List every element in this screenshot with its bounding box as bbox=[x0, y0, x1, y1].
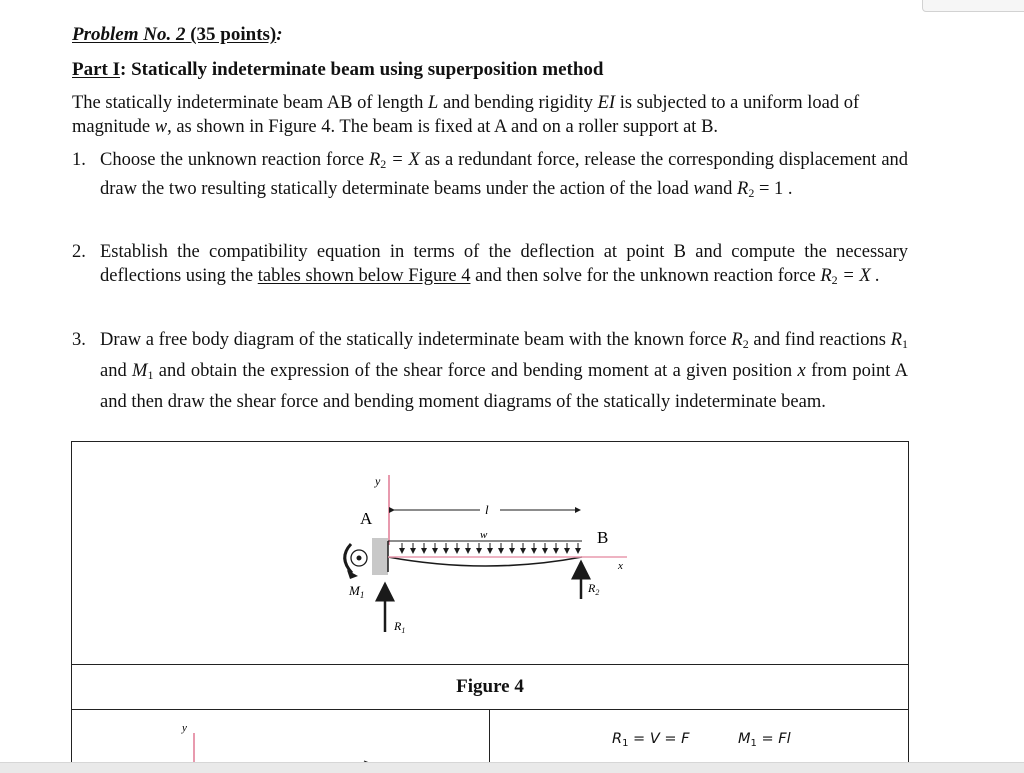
load-arrow-head bbox=[575, 548, 581, 554]
length-label: l bbox=[485, 502, 489, 517]
intro-paragraph bbox=[72, 91, 908, 139]
fixed-support bbox=[372, 538, 388, 575]
intro-text-1: The statically indeterminate beam AB of length bbox=[72, 93, 424, 113]
title-points: (35 points) bbox=[190, 24, 277, 45]
moment-symbol-dot bbox=[357, 556, 362, 561]
symbol-w: w bbox=[154, 117, 168, 137]
item-text: Choose the unknown reaction force bbox=[100, 150, 365, 170]
item-text: and bbox=[705, 179, 733, 199]
symbol-R2: $R_2$ bbox=[368, 150, 387, 171]
point-A-label: A bbox=[360, 509, 373, 528]
reaction-R1-label: $R_1$ bbox=[394, 619, 406, 635]
load-arrow-head bbox=[520, 548, 526, 554]
table-divider bbox=[489, 709, 490, 769]
load-arrow-head bbox=[432, 548, 438, 554]
symbol-w: w bbox=[693, 179, 706, 199]
item-text: from point A and then draw the shear force and bending moment diagrams of the statically indeterminate beam. bbox=[100, 361, 909, 412]
load-arrow-head bbox=[509, 548, 515, 554]
load-arrow-head bbox=[564, 548, 570, 554]
problem-title bbox=[72, 24, 283, 46]
load-arrow-head bbox=[410, 548, 416, 554]
item-text: and then solve for the unknown reaction force bbox=[475, 266, 816, 286]
symbol-R2: $R_2$ bbox=[737, 179, 755, 200]
distributed-load-arrows bbox=[399, 543, 581, 554]
load-arrow-head bbox=[476, 548, 482, 554]
symbol-EI: EI bbox=[597, 93, 616, 113]
window-corner-control bbox=[922, 0, 1024, 12]
figure-caption: Figure 4 bbox=[456, 676, 524, 697]
load-arrow-head bbox=[399, 548, 405, 554]
symbol-M1: $M_1$ bbox=[132, 361, 154, 382]
item-text: Establish the compatibility equation in terms of the deflection at point B and compute the necessary deflections using the bbox=[100, 242, 908, 286]
reaction-R2-label: $R_2$ bbox=[588, 581, 600, 597]
item-number: 2. bbox=[72, 242, 86, 262]
item-text: as a redundant force, release the corresponding displacement and draw the two resulting statically determinate beams under the action of the load bbox=[100, 150, 909, 199]
beam-diagram bbox=[72, 442, 908, 664]
symbol-R2: $R_2$ bbox=[731, 330, 749, 351]
title-main: Problem No. 2 bbox=[72, 24, 186, 45]
load-arrow-head bbox=[487, 548, 493, 554]
item-text: Draw a free body diagram of the statically indeterminate beam with the known force bbox=[100, 330, 727, 350]
load-arrow-head bbox=[465, 548, 471, 554]
point-B-label: B bbox=[597, 528, 609, 547]
intro-text-4: , as shown in Figure 4. The beam is fixed at A and on a roller support at B. bbox=[167, 117, 719, 137]
table-y-label: y bbox=[182, 722, 187, 734]
deflected-beam-curve bbox=[388, 557, 582, 566]
item-text: and find reactions bbox=[753, 330, 887, 350]
x-axis-label: x bbox=[618, 560, 623, 572]
moment-M1-label: $M_1$ bbox=[349, 583, 365, 600]
load-label: w bbox=[480, 529, 488, 541]
list-item-2 bbox=[72, 240, 908, 292]
beam-tables-row bbox=[71, 709, 909, 769]
y-axis-label: y bbox=[375, 474, 381, 488]
equation: = X . bbox=[842, 266, 880, 286]
part-heading bbox=[72, 59, 603, 81]
list-item-3 bbox=[72, 327, 908, 416]
length-label-bg bbox=[480, 502, 500, 516]
formula-M1: $M_1 = Fl$ bbox=[738, 731, 791, 749]
load-arrow-head bbox=[421, 548, 427, 554]
figure-caption-row bbox=[71, 664, 909, 710]
load-arrow-head bbox=[553, 548, 559, 554]
part-label: Part I bbox=[72, 59, 121, 80]
item-number: 1. bbox=[72, 150, 86, 170]
load-arrow-head bbox=[531, 548, 537, 554]
horizontal-scrollbar[interactable] bbox=[0, 762, 1024, 773]
item-text: and obtain the expression of the shear force and bending moment at a given position bbox=[158, 361, 793, 381]
equation: = X bbox=[391, 150, 420, 170]
symbol-R1: $R_1$ bbox=[890, 330, 908, 351]
intro-text-3: is subjected to a uniform load of magnitude bbox=[72, 93, 860, 137]
load-arrow-head bbox=[443, 548, 449, 554]
figure-4-box bbox=[71, 441, 909, 664]
symbol-x: x bbox=[797, 361, 806, 381]
load-arrow-head bbox=[542, 548, 548, 554]
load-arrow-head bbox=[498, 548, 504, 554]
list-item-1 bbox=[72, 148, 908, 206]
tables-reference-link[interactable]: tables shown below Figure 4 bbox=[257, 266, 471, 286]
item-number: 3. bbox=[72, 330, 86, 350]
load-arrow-head bbox=[454, 548, 460, 554]
title-colon: : bbox=[276, 24, 283, 45]
formula-R1: $R_1 = V = F$ bbox=[612, 731, 690, 749]
part-title: : Statically indeterminate beam using superposition method bbox=[120, 59, 604, 80]
intro-text-2: and bending rigidity bbox=[442, 93, 593, 113]
item-text: and bbox=[100, 361, 127, 381]
symbol-R2: $R_2$ bbox=[820, 266, 838, 287]
equation: = 1 . bbox=[758, 179, 793, 199]
symbol-L: L bbox=[428, 93, 439, 113]
